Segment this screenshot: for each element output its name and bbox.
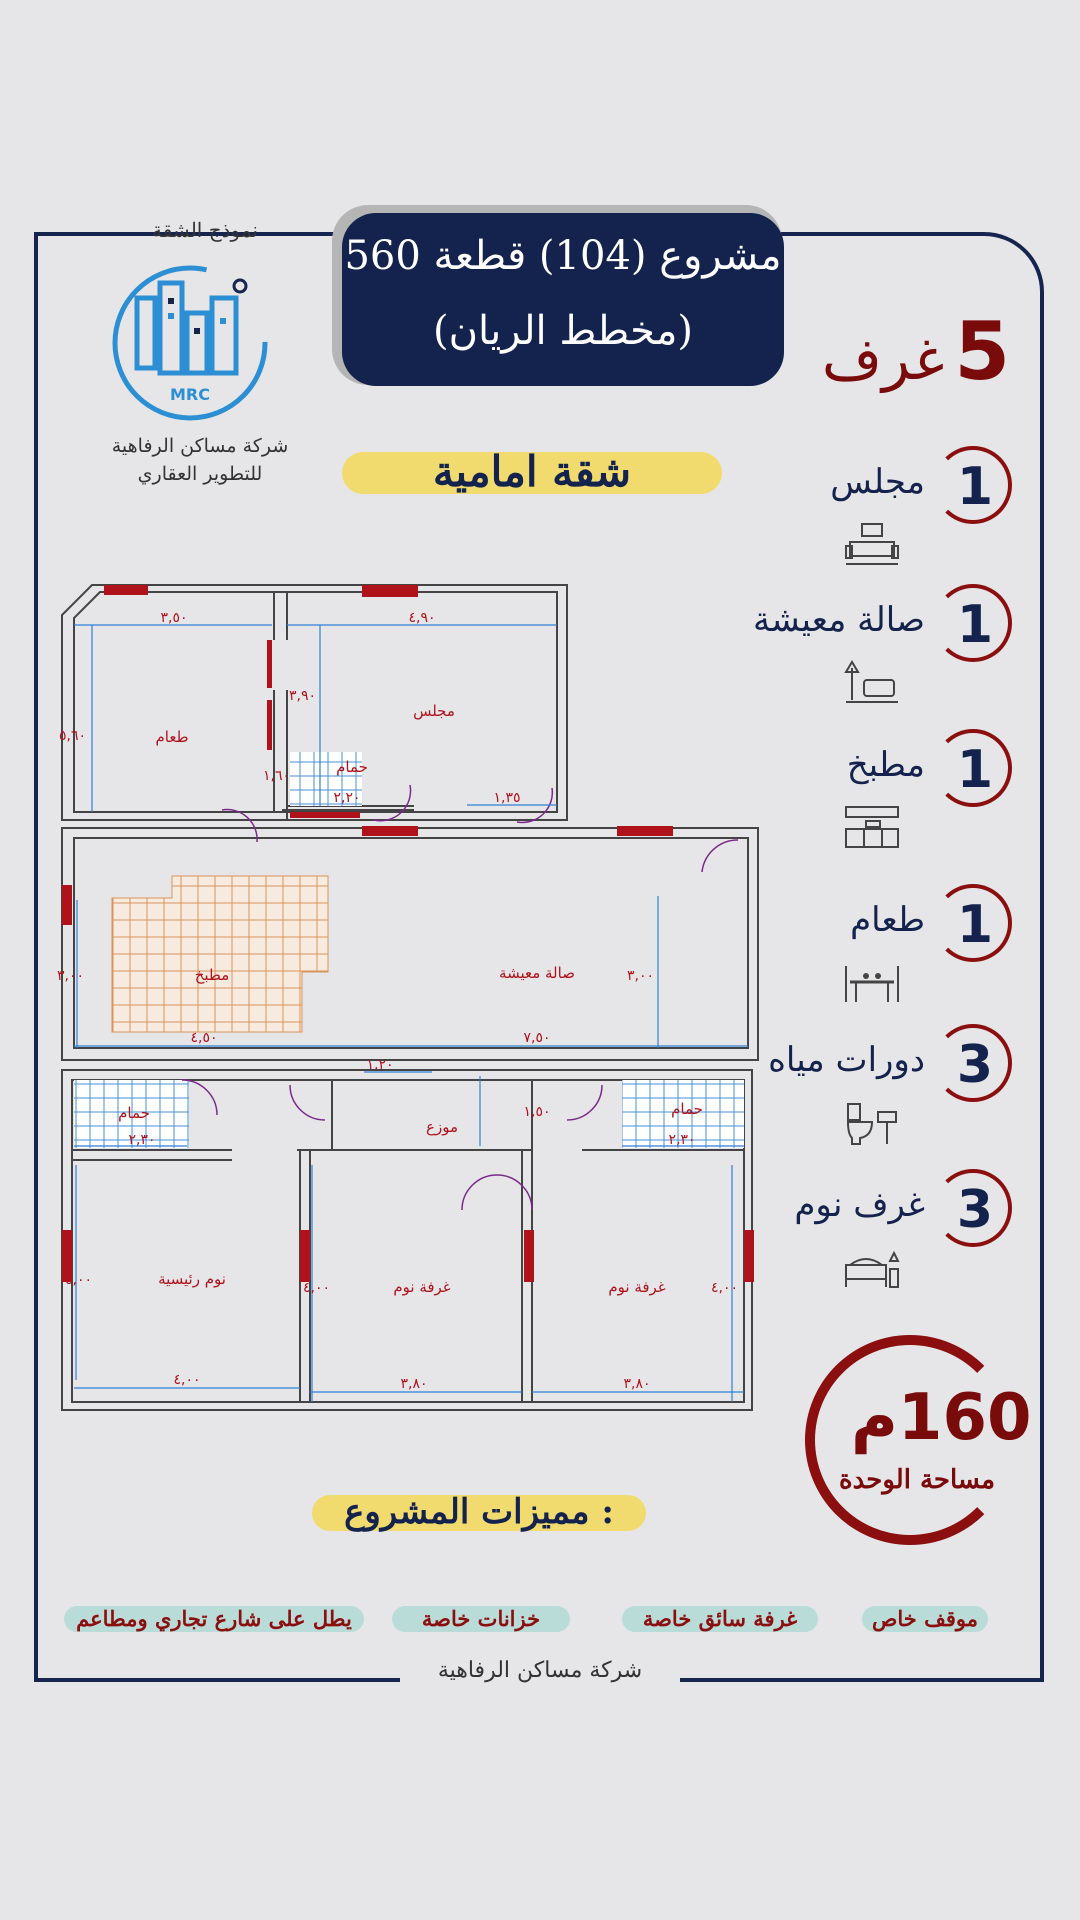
- room-bath-left: حمام: [118, 1104, 150, 1122]
- room-label: دورات مياه: [768, 1040, 925, 1080]
- dim-label: ٤,٠٠: [710, 1280, 738, 1296]
- kitchen-icon: [844, 803, 900, 851]
- rooms-summary: [800, 305, 1010, 398]
- room-item-bedrooms: [760, 1175, 1020, 1295]
- company-logo: [112, 258, 272, 428]
- logo-caption: نموذج الشقة: [152, 218, 258, 242]
- footer-company: شركة مساكن الرفاهية: [400, 1658, 680, 1683]
- dim-label: ٣,٨٠: [400, 1376, 428, 1392]
- company-name: شركة مساكن الرفاهية للتطوير العقاري: [111, 435, 289, 485]
- dim-label: ٢,٣٠: [668, 1132, 696, 1148]
- room-label: غرف نوم: [794, 1185, 925, 1225]
- room-count: 1: [940, 735, 1010, 805]
- room-count: 3: [940, 1030, 1010, 1100]
- feature-tanks: خزانات خاصة: [392, 1606, 570, 1632]
- feature-commercial-street: يطل على شارع تجاري ومطاعم: [64, 1606, 364, 1632]
- dim-label: ٤,٠٠: [173, 1372, 201, 1388]
- dim-label: ٣,٥٠: [160, 610, 188, 626]
- feature-parking: موقف خاص: [862, 1606, 988, 1632]
- room-bed2: غرفة نوم: [608, 1278, 666, 1296]
- dining-table-icon: [844, 958, 900, 1006]
- area-label: مساحة الوحدة: [839, 1465, 996, 1495]
- unit-area-badge: [805, 1335, 1032, 1545]
- dim-label: ٤,٠٠: [64, 1272, 92, 1288]
- project-line-2: (مخطط الريان): [432, 308, 694, 354]
- dim-label: ٤,٥٠: [190, 1030, 218, 1046]
- dim-label: ٤,٠٠: [302, 1280, 330, 1296]
- project-title-box: [342, 213, 784, 386]
- room-item-majlis: [760, 452, 1020, 572]
- floor-plan: [56, 580, 762, 1420]
- room-count: 3: [940, 1175, 1010, 1245]
- dim-label: ٤,٩٠: [408, 610, 436, 626]
- room-count: 1: [940, 590, 1010, 660]
- room-label: مطبخ: [846, 745, 925, 785]
- sofa-icon: [844, 520, 900, 568]
- room-kitchen: مطبخ: [194, 966, 230, 984]
- room-distributor: موزع: [426, 1118, 458, 1136]
- armchair-lamp-icon: [844, 658, 900, 706]
- dim-label: ٥,٦٠: [58, 728, 86, 744]
- dim-label: ٣,٠٠: [626, 968, 654, 984]
- room-living: صالة معيشة: [499, 964, 575, 982]
- room-dining: طعام: [155, 728, 189, 746]
- rooms-label: غرف: [821, 325, 945, 393]
- room-label: طعام: [850, 900, 925, 940]
- dim-label: ١,٦٠: [262, 768, 290, 784]
- dim-label: ١,٥٠: [523, 1104, 551, 1120]
- room-item-dining: [760, 890, 1020, 1010]
- room-label: مجلس: [830, 462, 925, 502]
- bed-icon: [844, 1243, 900, 1291]
- toilet-sink-icon: [844, 1098, 900, 1146]
- dim-label: ١,٣٥: [493, 790, 521, 806]
- rooms-count: 5: [954, 305, 1010, 398]
- dim-label: ٧,٥٠: [523, 1030, 551, 1046]
- dim-label: ٢,٣٠: [128, 1132, 156, 1148]
- room-item-living: [752, 590, 1020, 710]
- room-bath-right: حمام: [671, 1100, 703, 1118]
- room-count: 1: [940, 452, 1010, 522]
- features-title: مميزات المشروع :: [312, 1495, 646, 1531]
- room-item-bathrooms: [760, 1030, 1020, 1150]
- dim-label: ٣,٠٠: [56, 968, 84, 984]
- room-master: نوم رئيسية: [158, 1270, 226, 1288]
- dim-label: ٢,٢٠: [333, 790, 361, 806]
- dim-label: ٣,٨٠: [623, 1376, 651, 1392]
- project-line-1: مشروع (104) قطعة 560: [344, 233, 782, 279]
- area-value: 160م: [851, 1381, 1032, 1455]
- room-bath-top: حمام: [336, 758, 368, 776]
- feature-driver-room: غرفة سائق خاصة: [622, 1606, 818, 1632]
- apartment-type-badge: شقة امامية: [342, 452, 722, 494]
- room-bed1: غرفة نوم: [393, 1278, 451, 1296]
- logo-text: MRC: [170, 385, 210, 404]
- dim-label: ٣,٩٠: [288, 688, 316, 704]
- dim-label: ١,٢٠: [366, 1057, 394, 1073]
- room-count: 1: [940, 890, 1010, 960]
- room-majlis: مجلس: [413, 702, 455, 720]
- room-label: صالة معيشة: [752, 600, 925, 640]
- room-item-kitchen: [760, 735, 1020, 855]
